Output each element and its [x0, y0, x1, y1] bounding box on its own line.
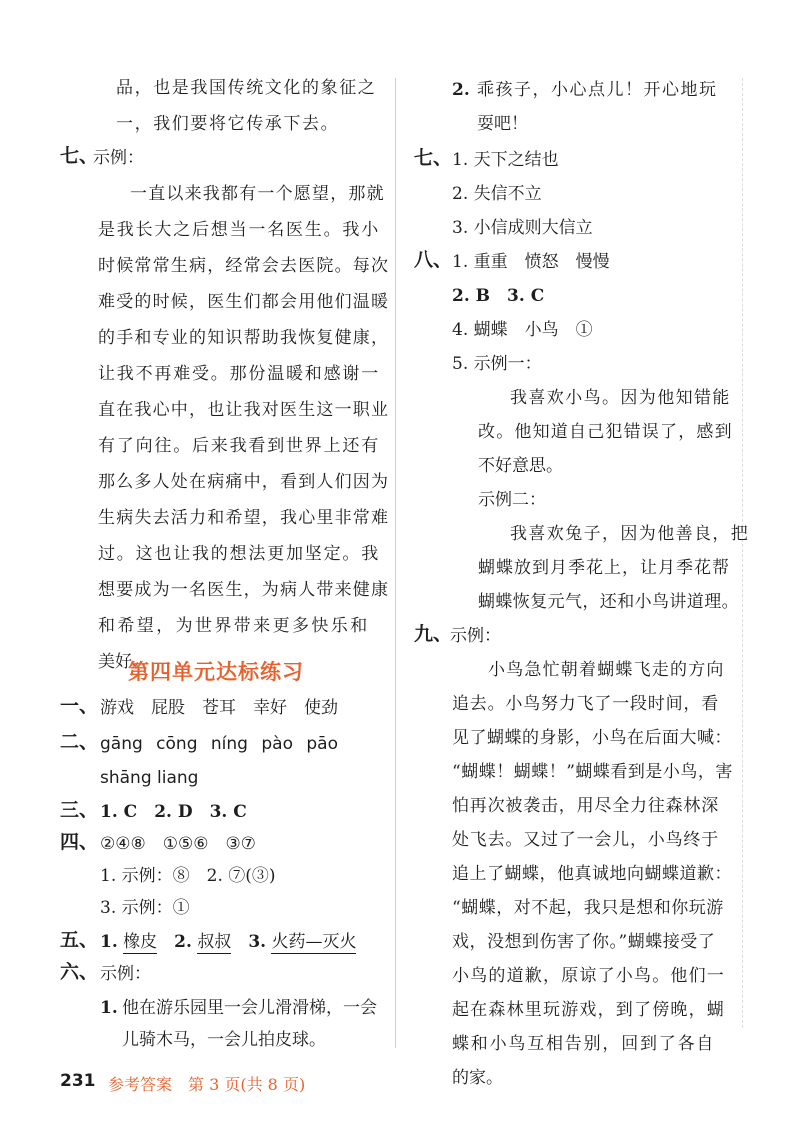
story-line: 蝶和小鸟互相告别，回到了各自	[452, 1034, 716, 1054]
r-q8-ex2-label: 示例二：	[478, 490, 546, 510]
footer-label: 参考答案 第 3 页(共 8 页)	[108, 1075, 306, 1094]
r-q8-item-4: 4. 蝴蝶 小鸟 ①	[452, 320, 593, 340]
r-q8-ex2-line: 蝴蝶恢复元气，还和小鸟讲道理。	[478, 592, 739, 612]
page-number: 231	[60, 1071, 96, 1091]
story-line: 处飞去。又过了一会儿，小鸟终于	[452, 830, 719, 850]
story-line: 小鸟的道歉，原谅了小鸟。他们一	[452, 966, 725, 986]
essay-line: 美好。	[98, 652, 149, 672]
s6-intro: 示例：	[100, 964, 151, 984]
r-q8-item-1: 1. 重重 愤怒 慢慢	[452, 252, 610, 272]
story-line: 的家。	[452, 1068, 503, 1088]
s5-answer-3: 火药—灭火	[271, 932, 357, 952]
story-line: “蝴蝶，对不起，我只是想和你玩游	[452, 898, 724, 918]
continued-line-1: 品，也是我国传统文化的象征之	[116, 78, 377, 98]
q7-intro: 示例：	[93, 148, 144, 168]
s5-answers	[100, 932, 356, 952]
s2-label: 二、	[60, 731, 99, 753]
r-q8-label: 八、	[414, 249, 453, 271]
story-line: 追去。小鸟努力飞了一段时间，看	[452, 694, 719, 714]
s4-label: 四、	[60, 831, 99, 853]
section-title: 第四单元达标练习	[128, 660, 304, 684]
story-line: 起在森林里玩游戏，到了傍晚，蝴	[452, 1000, 725, 1020]
essay-line: 和希望，为世界带来更多快乐和	[98, 616, 370, 636]
essay-line: 的手和专业的知识帮助我恢复健康，	[98, 328, 390, 348]
q7-label: 七、	[60, 145, 99, 167]
r-q8-item-2: 2. B 3. C	[452, 286, 545, 306]
r-item2-line-1: 乖孩子，小心点儿！开心地玩	[477, 80, 718, 100]
r-q9-label: 九、	[414, 623, 453, 645]
essay-line: 那么多人处在病痛中，看到人们因为	[98, 472, 390, 492]
story-line: 小鸟急忙朝着蝴蝶飞走的方向	[488, 660, 725, 680]
s1-label: 一、	[60, 695, 99, 717]
r-q7-item: 3. 小信成则大信立	[452, 218, 593, 238]
r-q7-label: 七、	[414, 147, 453, 169]
essay-line: 想要成为一名医生，为病人带来健康	[98, 580, 390, 600]
essay-line: 是我长大之后想当一名医生。我小	[98, 220, 380, 240]
r-item2-num: 2.	[452, 80, 470, 100]
s4-line-1: ②④⑧ ①⑤⑥ ③⑦	[100, 834, 256, 854]
essay-line: 时候常常生病，经常会去医院。每次	[98, 256, 390, 276]
r-q8-item-5: 5. 示例一：	[452, 354, 542, 374]
s5-answer-1: 橡皮	[123, 932, 158, 952]
s6-line-1: 他在游乐园里一会儿滑滑梯，一会	[122, 998, 377, 1018]
s3-label: 三、	[60, 799, 99, 821]
s2-pinyin-line-1: gāng cōng níng pào pāo	[100, 734, 338, 754]
s5-answer-2: 叔叔	[197, 932, 232, 952]
s6-num-1: 1.	[100, 998, 118, 1018]
s1-answers: 游戏 屁股 苍耳 幸好 使劲	[100, 698, 338, 718]
essay-line: 一直以来我都有一个愿望，那就	[130, 184, 385, 204]
r-q8-ex2-line: 蝴蝶放到月季花上，让月季花帮	[478, 558, 730, 578]
r-q8-ex1-line: 不好意思。	[478, 456, 563, 476]
r-q7-item: 1. 天下之结也	[452, 150, 559, 170]
continued-line-2: 一，我们要将它传承下去。	[116, 114, 340, 134]
s5-num-1: 1.	[100, 932, 118, 952]
story-line: 追上了蝴蝶，他真诚地向蝴蝶道歉：	[452, 864, 732, 884]
story-line: 戏，没想到伤害了你。”蝴蝶接受了	[452, 932, 716, 952]
s5-num-2: 2.	[174, 932, 192, 952]
s6-line-2: 儿骑木马，一会儿拍皮球。	[122, 1030, 326, 1050]
s4-line-3: 3. 示例：①	[100, 898, 190, 918]
r-q8-ex1-line: 改。他知道自己犯错误了，感到	[478, 422, 733, 442]
story-line: 见了蝴蝶的身影，小鸟在后面大喊：	[452, 728, 732, 748]
story-line: “蝴蝶！蝴蝶！”蝴蝶看到是小鸟，害	[452, 762, 733, 782]
r-q8-ex2-line: 我喜欢兔子，因为他善良，把	[510, 524, 750, 544]
essay-line: 难受的时候，医生们都会用他们温暖	[98, 292, 390, 312]
essay-line: 生病失去活力和希望，我心里非常难	[98, 508, 390, 528]
essay-line: 让我不再难受。那份温暖和感谢一	[98, 364, 380, 384]
r-q9-intro: 示例：	[450, 626, 501, 646]
r-q8-ex1-line: 我喜欢小鸟。因为他知错能	[510, 388, 731, 408]
column-divider	[395, 78, 396, 1048]
r-q7-item: 2. 失信不立	[452, 184, 542, 204]
margin-guide	[742, 78, 743, 1028]
story-line: 怕再次被袭击，用尽全力往森林深	[452, 796, 719, 816]
s2-pinyin-line-2: shāng liang	[100, 768, 199, 788]
essay-line: 有了向往。后来我看到世界上还有	[98, 436, 380, 456]
s3-answers: 1. C 2. D 3. C	[100, 802, 247, 822]
r-item2-line-2: 耍吧！	[477, 114, 528, 134]
s5-label: 五、	[60, 929, 99, 951]
essay-line: 直在我心中，也让我对医生这一职业	[98, 400, 390, 420]
s4-line-2: 1. 示例：⑧ 2. ⑦(③)	[100, 866, 276, 886]
s5-num-3: 3.	[248, 932, 267, 952]
essay-line: 过。这也让我的想法更加坚定。我	[98, 544, 380, 564]
s6-label: 六、	[60, 961, 99, 983]
